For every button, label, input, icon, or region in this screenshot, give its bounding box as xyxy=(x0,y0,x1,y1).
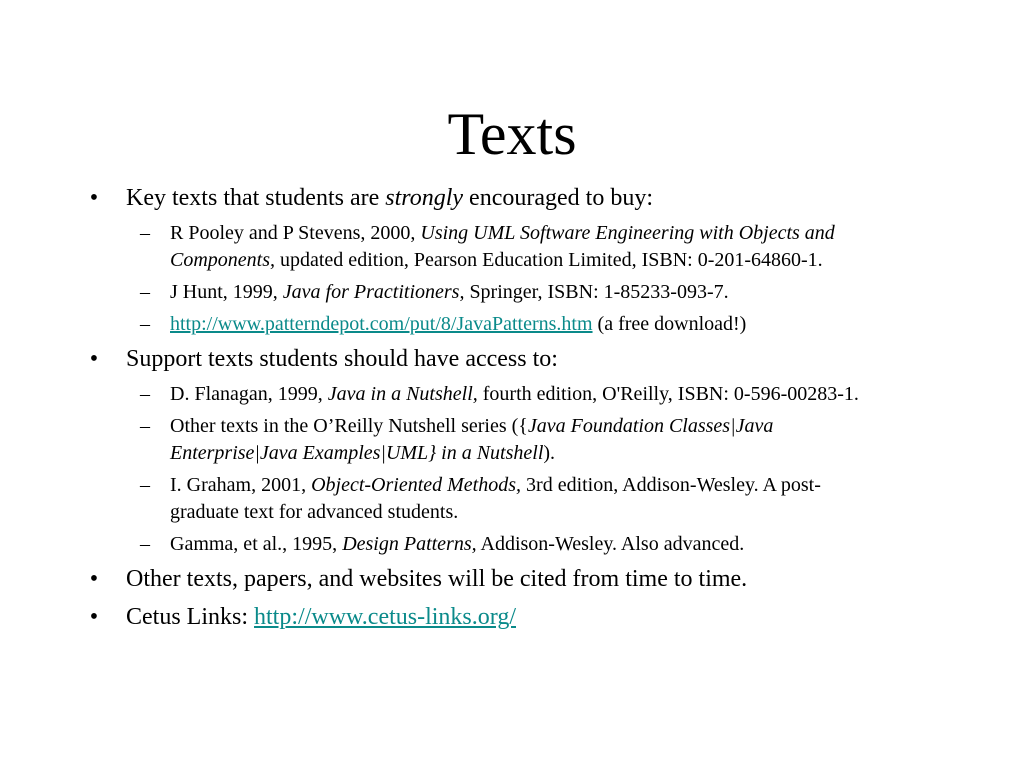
item-title: Object-Oriented Methods, xyxy=(311,474,522,496)
dash-icon: – xyxy=(140,222,150,244)
item-title: Java Foundation Classes|Java Enterprise|Java Examples|UML} in a Nutshell xyxy=(170,415,774,464)
item-text: D. Flanagan, 1999, xyxy=(170,383,328,405)
list-item-patterndepot xyxy=(84,311,860,338)
list-item-flanagan xyxy=(84,381,860,408)
dash-icon: – xyxy=(140,313,150,335)
item-text-end: Addison-Wesley. Also advanced. xyxy=(476,533,745,555)
bullet-key-texts xyxy=(84,182,944,214)
bullet-text: Support texts students should have access to: xyxy=(126,346,558,372)
list-item-nutshell-series xyxy=(84,413,860,467)
bullet-icon: • xyxy=(89,346,99,372)
dash-icon: – xyxy=(140,415,150,437)
item-text-end: updated edition, Pearson Education Limited, ISBN: 0-201-64860-1. xyxy=(275,249,823,271)
bullet-text-end: encouraged to buy: xyxy=(463,185,653,211)
dash-icon: – xyxy=(140,383,150,405)
key-texts-list xyxy=(84,220,944,338)
item-text-end: (a free download!) xyxy=(592,313,747,335)
list-item-pooley xyxy=(84,220,860,274)
bullet-icon: • xyxy=(89,185,99,211)
bullet-other-texts xyxy=(84,563,944,595)
item-text-end: ). xyxy=(543,442,556,464)
item-title: Design Patterns, xyxy=(342,533,477,555)
bullet-support-texts xyxy=(84,343,944,375)
item-text: Other texts in the O’Reilly Nutshell series ({ xyxy=(170,415,528,437)
item-text: J Hunt, 1999, xyxy=(170,281,283,303)
bullet-icon: • xyxy=(89,566,99,592)
item-text-end: fourth edition, O'Reilly, ISBN: 0-596-00283-1. xyxy=(477,383,859,405)
slide-title: Texts xyxy=(447,101,577,167)
dash-icon: – xyxy=(140,281,150,303)
list-item-hunt xyxy=(84,279,860,306)
bullet-text: Other texts, papers, and websites will be cited from time to time. xyxy=(126,566,748,592)
bullet-cetus-links xyxy=(84,601,944,633)
item-text: I. Graham, 2001, xyxy=(170,474,312,496)
slide-content xyxy=(84,182,944,639)
item-text: Gamma, et al., 1995, xyxy=(170,533,343,555)
list-item-graham xyxy=(84,472,860,526)
bullet-text: Cetus Links: xyxy=(126,604,255,630)
item-text: R Pooley and P Stevens, 2000, xyxy=(170,222,421,244)
cetus-links-link[interactable]: http://www.cetus-links.org/ xyxy=(254,604,516,630)
item-text-end: Springer, ISBN: 1-85233-093-7. xyxy=(464,281,729,303)
support-texts-list xyxy=(84,381,944,558)
bullet-emphasis: strongly xyxy=(385,185,464,211)
item-title: Java for Practitioners, xyxy=(282,281,465,303)
dash-icon: – xyxy=(140,533,150,555)
bullet-text: Key texts that students are xyxy=(126,185,386,211)
bullet-icon: • xyxy=(89,604,99,630)
patterndepot-link[interactable]: http://www.patterndepot.com/put/8/JavaPatterns.htm xyxy=(170,313,593,335)
list-item-gamma xyxy=(84,531,860,558)
dash-icon: – xyxy=(140,474,150,496)
item-text-end: 3rd edition, Addison-Wesley. A post-graduate text for advanced students. xyxy=(170,474,821,523)
item-title: Java in a Nutshell, xyxy=(327,383,478,405)
item-title: Using UML Software Engineering with Objects and Components, xyxy=(170,222,835,271)
